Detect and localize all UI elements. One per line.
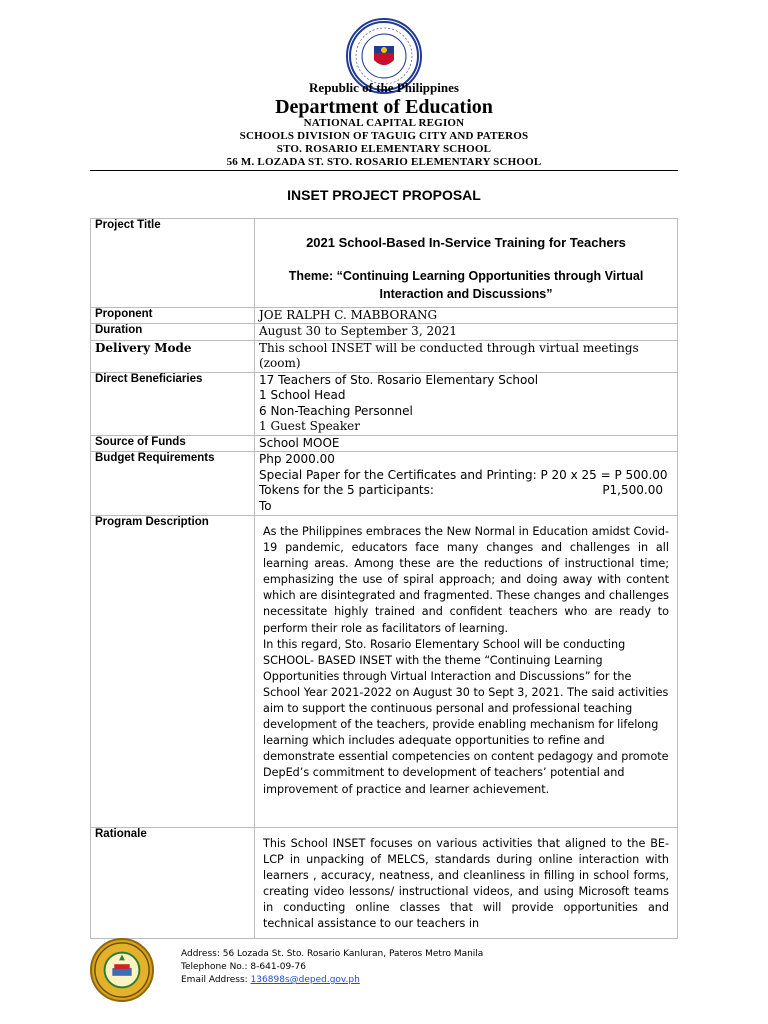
footer-email-link[interactable]: 136898s@deped.gov.ph: [250, 975, 360, 985]
label-budget: Budget Requirements: [91, 452, 255, 516]
footer-telephone: Telephone No.: 8-641-09-76: [181, 962, 306, 972]
school-logo-icon: [93, 941, 151, 999]
proposal-table: [90, 218, 678, 939]
proponent-value: JOE RALPH C. MABBORANG: [255, 307, 678, 324]
header-divider: [90, 170, 678, 171]
school-address-heading: 56 M. LOZADA ST. STO. ROSARIO ELEMENTARY SCHOOL: [226, 156, 542, 168]
project-title: 2021 School-Based In-Service Training for Teachers: [306, 235, 626, 250]
delivery-value: This school INSET will be conducted through virtual meetings (zoom): [255, 340, 678, 372]
project-theme: Theme: “Continuing Learning Opportunities through Virtual Interaction and Discussions”: [288, 268, 644, 301]
division-heading: SCHOOLS DIVISION OF TAGUIG CITY AND PATEROS: [239, 130, 529, 142]
region-heading: NATIONAL CAPITAL REGION: [303, 117, 465, 129]
row-project-title: [91, 219, 678, 308]
row-proponent: [91, 307, 678, 324]
department-heading: Department of Education: [275, 96, 493, 118]
row-duration: [91, 324, 678, 341]
label-funds: Source of Funds: [91, 435, 255, 452]
school-logo: [90, 938, 154, 1002]
footer-address: Address: 56 Lozada St. Sto. Rosario Kanluran, Pateros Metro Manila: [181, 949, 484, 959]
beneficiary-item: 6 Non-Teaching Personnel: [259, 403, 413, 418]
footer-contact: [181, 948, 483, 987]
row-budget: [91, 452, 678, 516]
label-program: Program Description: [91, 516, 255, 828]
label-rationale: Rationale: [91, 828, 255, 939]
budget-line-tokens-amount: P1,500.00: [602, 483, 663, 497]
row-rationale: [91, 828, 678, 939]
beneficiary-item: 1 School Head: [259, 388, 346, 402]
school-heading: STO. ROSARIO ELEMENTARY SCHOOL: [276, 143, 492, 155]
row-delivery: [91, 340, 678, 372]
label-proponent: Proponent: [91, 307, 255, 324]
budget-line-tokens: Tokens for the 5 participants:: [259, 483, 434, 497]
beneficiary-item: 17 Teachers of Sto. Rosario Elementary School: [259, 372, 539, 387]
program-description-para2: In this regard, Sto. Rosario Elementary School will be conducting SCHOOL- BASED INSET with the theme “Continuing Learning Opportunities through Virtual Interaction and Discussions” for the School Year 2021-2022 on August 30 to Sept 3, 2021. The said activities aim to support the continuous personal and professional teaching development of the teachers, provide enabling mechanism for lifelong learning which includes adequate opportunities to refine and demonstrate essential competencies on content pedagogy and promote DepEd’s commitment to development of teachers’ potential and improvement of practice and learner achievement.: [263, 637, 669, 796]
label-delivery: Delivery Mode: [91, 340, 255, 372]
budget-total: Php 2000.00: [259, 452, 335, 466]
label-beneficiaries: Direct Beneficiaries: [91, 372, 255, 435]
row-beneficiaries: [91, 372, 678, 435]
republic-heading: Republic of the Philippines: [309, 80, 459, 95]
footer-email-label: Email Address:: [181, 975, 251, 985]
beneficiary-item: 1 Guest Speaker: [259, 419, 360, 433]
program-description-para1: As the Philippines embraces the New Normal in Education amidst Covid-19 pandemic, educators face many changes and challenges in all learning areas. Among these are the reductions of instructional time; emphasizing the use of spiral approach; and doing away with content which are disintegrated and fragmented. These changes and challenges necessitate highly trained and confident teachers who are ready to perform their role as facilitators of learning.: [263, 525, 669, 635]
row-funds: [91, 435, 678, 452]
label-duration: Duration: [91, 324, 255, 341]
duration-value: August 30 to September 3, 2021: [255, 324, 678, 341]
funds-value: School MOOE: [255, 435, 678, 452]
rationale-text: This School INSET focuses on various activities that aligned to the BE-LCP in unpacking of MELCS, standards during online interaction with learners , accuracy, neatness, and cleanliness in filling in school forms, creating video lessons/ instructional videos, and using Microsoft teams in conducting online classes that will provide opportunities and technical assistance to our teachers in: [263, 837, 669, 931]
budget-line-to: To: [259, 498, 272, 513]
document-title: INSET PROJECT PROPOSAL: [287, 187, 481, 203]
row-program: [91, 516, 678, 828]
budget-line-paper: Special Paper for the Certificates and Printing: P 20 x 25 = P 500.00: [259, 467, 668, 482]
label-project-title: Project Title: [91, 219, 255, 308]
